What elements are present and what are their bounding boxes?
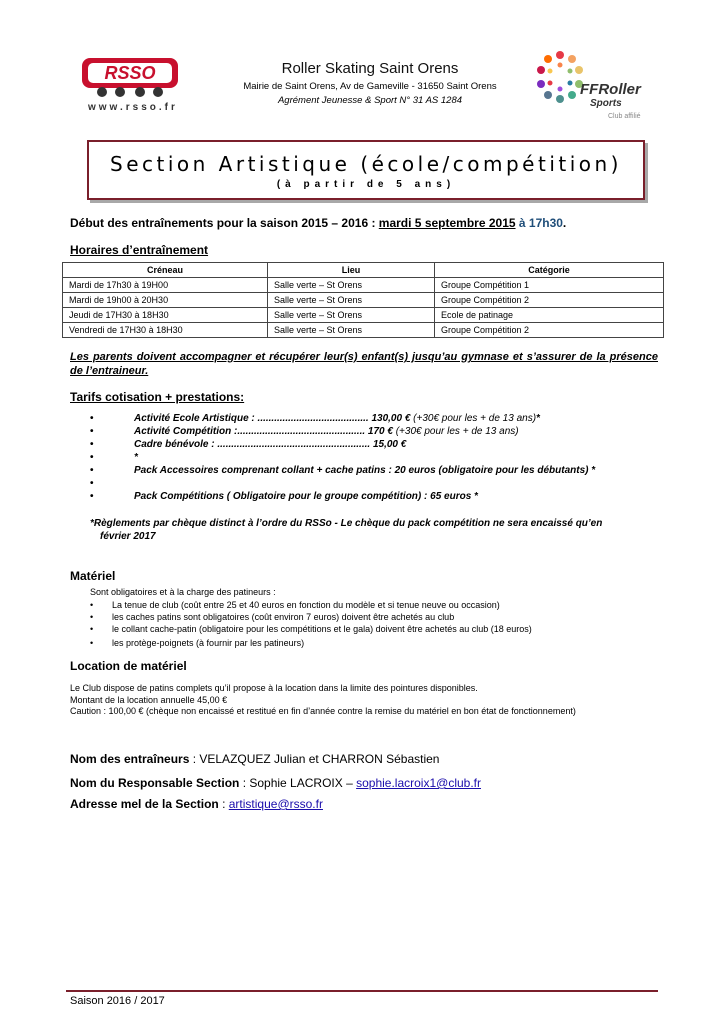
bullet: • (90, 638, 94, 648)
list-item (90, 637, 670, 649)
svg-text:Club affilié: Club affilié (608, 113, 641, 120)
list-item (90, 477, 670, 490)
location-line: Montant de la location annuelle 45,00 € (70, 694, 228, 705)
manager-value: : Sophie LACROIX – (239, 776, 357, 790)
table-row (63, 308, 664, 323)
list-item (90, 425, 670, 438)
trainers-value: : VELAZQUEZ Julian et CHARRON Sébastien (189, 752, 440, 766)
table-cell: Groupe Compétition 1 (435, 278, 664, 293)
materiel-item: le collant cache-patin (obligatoire pour les compétitions et le gala) doivent être achetés au club (18 euros) (112, 624, 532, 634)
location-text (70, 683, 660, 718)
list-item (90, 464, 670, 477)
table-header-row (63, 263, 664, 278)
bullet: • (90, 413, 94, 424)
bullet: • (90, 600, 94, 610)
section-email-label: Adresse mel de la Section (70, 797, 219, 811)
manager-email-link[interactable]: sophie.lacroix1@club.fr (356, 776, 481, 790)
tarifs-list (90, 412, 670, 503)
bullet: • (90, 439, 94, 450)
tarif-label: * (134, 452, 138, 463)
list-item (90, 490, 670, 503)
bullet: • (90, 452, 94, 463)
season-start-time: à 17h30 (515, 216, 563, 230)
table-cell: Mardi de 17h30 à 19H00 (63, 278, 268, 293)
season-start (70, 216, 566, 230)
footer-divider (66, 990, 658, 992)
materiel-item: les protège-poignets (à fournir par les patineurs) (112, 638, 305, 648)
svg-text:FFRoller: FFRoller (580, 81, 641, 98)
materiel-heading: Matériel (70, 569, 116, 583)
manager-label: Nom du Responsable Section (70, 776, 240, 790)
table-cell: Vendredi de 17H30 à 18H30 (63, 323, 268, 338)
materiel-item: les caches patins sont obligatoires (coût environ 7 euros) doivent être achetés au club (112, 612, 455, 622)
location-line: Le Club dispose de patins complets qu’il propose à la location dans la limite des pointures disponibles. (70, 683, 478, 693)
list-item (90, 451, 670, 464)
table-cell: Groupe Compétition 2 (435, 323, 664, 338)
tarif-label: Activité Compétition :.............................................. 170 € (134, 426, 396, 437)
column-header: Lieu (268, 263, 435, 278)
bullet: • (90, 478, 94, 489)
trainers-line (70, 752, 439, 766)
schedule-table (62, 262, 664, 338)
club-info (240, 60, 500, 106)
table-row (63, 293, 664, 308)
list-item (90, 623, 670, 635)
tarif-label: Activité Ecole Artistique : ........................................ 130,00 € (134, 413, 414, 424)
table-cell: Ecole de patinage (435, 308, 664, 323)
column-header: Catégorie (435, 263, 664, 278)
list-item (90, 611, 670, 623)
payment-note (90, 517, 670, 543)
materiel-item: La tenue de club (coût entre 25 et 40 euros en fonction du modèle et si tenue neuve ou occasion) (112, 600, 500, 610)
tarif-label: Pack Compétitions ( Obligatoire pour le groupe compétition) : 65 euros * (134, 491, 478, 502)
bullet: • (90, 426, 94, 437)
table-row (63, 323, 664, 338)
section-title-box (87, 140, 645, 200)
column-header: Créneau (63, 263, 268, 278)
list-item (90, 412, 670, 425)
section-title: Section Artistique (école/compétition) (110, 152, 622, 176)
club-address: Mairie de Saint Orens, Av de Gameville - 31650 Saint Orens (243, 81, 497, 92)
list-item (90, 599, 670, 611)
tarif-label: Pack Accessoires comprenant collant + cache patins : 20 euros (obligatoire pour les débutants) * (134, 465, 596, 476)
table-cell: Salle verte – St Orens (268, 323, 435, 338)
bullet: • (90, 612, 94, 622)
trainers-label: Nom des entraîneurs (70, 752, 190, 766)
materiel-intro: Sont obligatoires et à la charge des patineurs : (90, 587, 276, 597)
table-cell: Salle verte – St Orens (268, 293, 435, 308)
payment-note-line: février 2017 (100, 531, 156, 542)
club-name: Roller Skating Saint Orens (281, 60, 459, 77)
location-line: Caution : 100,00 € (chèque non encaissé et restitué en fin d’année contre la remise du matériel en bon état de fonctionnement) (70, 706, 576, 716)
tarif-note: (+30€ pour les + de 13 ans) (395, 426, 519, 437)
manager-line (70, 776, 481, 790)
ffroller-logo (528, 42, 658, 127)
bullet: • (90, 465, 94, 476)
materiel-list (90, 599, 670, 649)
section-email-link[interactable]: artistique@rsso.fr (228, 797, 323, 811)
table-cell: Jeudi de 17H30 à 18H30 (63, 308, 268, 323)
section-email-sep: : (218, 797, 229, 811)
schedule-heading: Horaires d’entraînement (70, 243, 209, 257)
bullet: • (90, 491, 94, 502)
season-start-text: Début des entraînements pour la saison 2015 – 2016 : (70, 216, 379, 230)
payment-note-line: *Règlements par chèque distinct à l’ordre du RSSo - Le chèque du pack compétition ne sera encaissé qu’en (90, 518, 603, 529)
table-cell: Salle verte – St Orens (268, 308, 435, 323)
location-heading: Location de matériel (70, 659, 187, 673)
rsso-logo (80, 44, 180, 104)
section-email-line (70, 797, 323, 811)
table-cell: Groupe Compétition 2 (435, 293, 664, 308)
list-item (90, 438, 670, 451)
table-cell: Salle verte – St Orens (268, 278, 435, 293)
svg-text:Sports: Sports (590, 98, 622, 109)
season-start-end: . (562, 216, 567, 230)
section-subtitle: (à partir de 5 ans) (276, 179, 456, 190)
footer-season: Saison 2016 / 2017 (70, 995, 165, 1007)
tarif-note: (+30€ pour les + de 13 ans) (413, 413, 537, 424)
svg-text:RSSO: RSSO (104, 63, 156, 83)
tarif-label: Cadre bénévole : ....................................................... 15,00 € (134, 439, 407, 450)
parents-notice: Les parents doivent accompagner et récupérer leur(s) enfant(s) jusqu’au gymnase et s’assurer de la présence de l’entraineur. (70, 351, 658, 377)
season-start-date: mardi 5 septembre 2015 (378, 216, 516, 230)
club-agreement: Agrément Jeunesse & Sport N° 31 AS 1284 (277, 95, 463, 106)
tarif-tail: * (536, 413, 540, 424)
tarifs-heading: Tarifs cotisation + prestations: (70, 390, 245, 404)
site-url[interactable]: www.rsso.fr (88, 102, 178, 113)
table-cell: Mardi de 19h00 à 20H30 (63, 293, 268, 308)
table-row (63, 278, 664, 293)
bullet: • (90, 624, 94, 634)
